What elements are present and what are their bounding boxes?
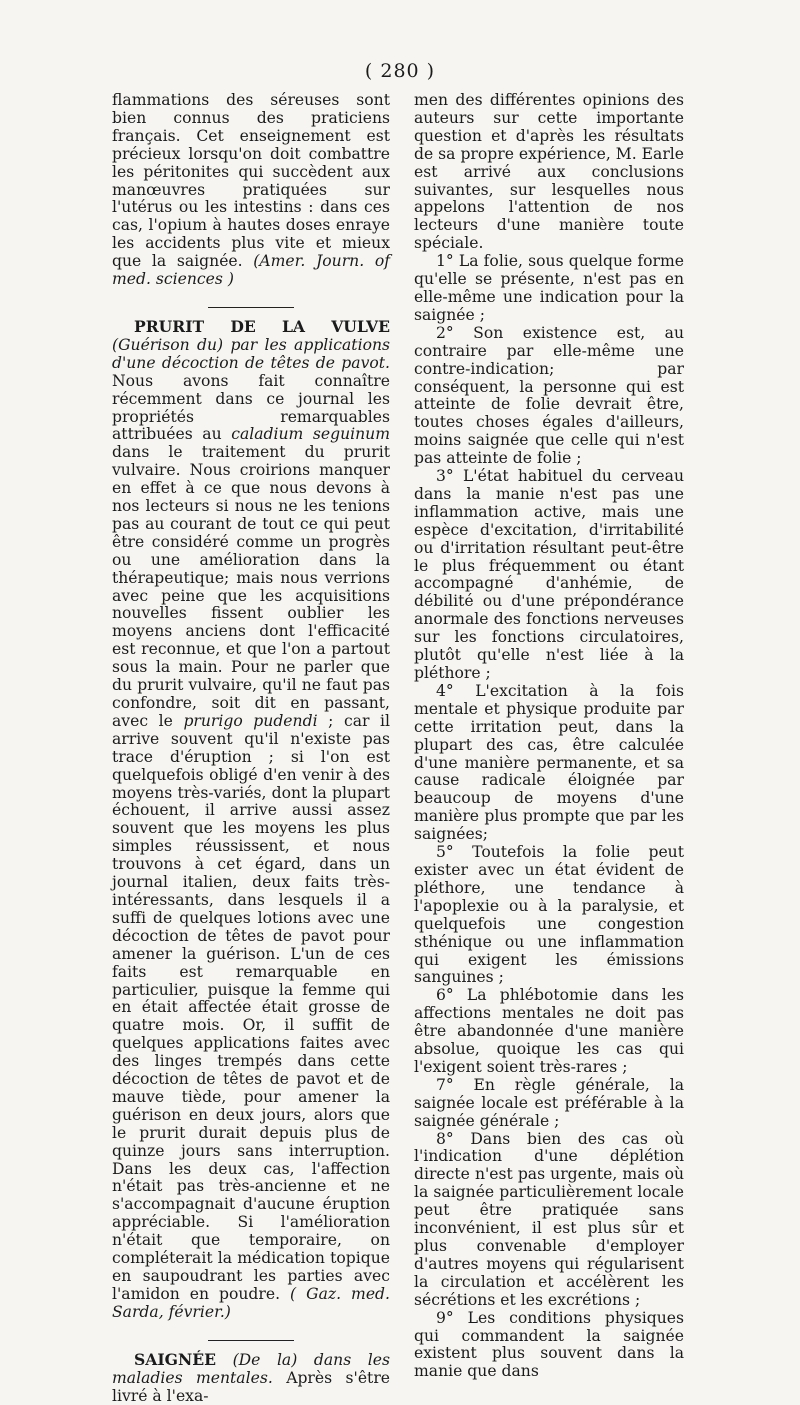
conclusion-item: 2° Son existence est, au contraire par elle-même une contre-indication; par conséquent, la personne qui est atteinte de folie devrait être, toutes choses égales d'ailleurs, moins saignée que celle qui n'est pas atteinte de folie ;: [414, 323, 684, 468]
article-title: PRURIT DE LA VULVE: [134, 316, 390, 336]
conclusion-item: 9° Les conditions physiques qui commandent la saignée existent plus souvent dans la manie que dans: [414, 1308, 684, 1381]
article-text: ; car il arrive souvent qu'il n'existe pas trace d'éruption ; si l'on est quelquefois obligé d'en venir à des moyens très-variés, dont la plupart échouent, il arrive aussi assez souvent que les moyens les plus simples réussissent, et nous trouvons à cet égard, dans un journal italien, deux faits très-intéressants, dans lesquels il a suffi de quelques lotions avec une décoction de têtes de pavot pour amener la guérison. L'un de ces faits est remarquable en particulier, puisque la femme qui en était affectée était grosse de quatre mois. Or, il suffit de quelques applications faites avec des linges trempés dans cette décoction de têtes de pavot et de mauve tiède, pour amener la guérison en deux jours, alors que le prurit durait depuis plus de quinze jours sans interruption. Dans les deux cas, l'affection n'était pas très-ancienne et ne s'accompagnait d'aucune éruption appréciable. Si l'amélioration n'était que temporaire, on compléterait la médication topique en saupoudrant les parties avec l'amidon en poudre.: [112, 711, 390, 1303]
conclusion-item: 3° L'état habituel du cerveau dans la manie n'est pas une inflammation active, mais une espèce d'excitation, d'irritabilité ou d'irritation résultant peut-être le plus fréquemment ou étant accompagné d'anhémie, de débilité ou d'une prépondérance anormale des fonctions nerveuses sur les fonctions circulatoires, plutôt qu'elle n'est liée à la pléthore ;: [414, 467, 684, 682]
section-divider: [208, 307, 294, 308]
paragraph-peritonites: [112, 92, 390, 289]
conclusion-item: 1° La folie, sous quelque forme qu'elle se présente, n'est pas en elle-même une indication pour la saignée ;: [414, 252, 684, 324]
article-prurit: [112, 318, 390, 1322]
conclusion-item: 6° La phlébotomie dans les affections mentales ne doit pas être abandonnée d'une manière absolue, quoique les cas qui l'exigent soient très-rares ;: [414, 986, 684, 1076]
article-text: Nous avons fait connaître récemment dans ce journal les propriétés remarquables attribuées au: [112, 371, 390, 444]
page-number: ( 280 ): [364, 60, 436, 82]
right-column: [414, 92, 684, 1381]
term-prurigo: prurigo pudendi: [183, 711, 318, 730]
conclusion-item: 4° L'excitation à la fois mentale et physique produite par cette irritation peut, dans la plupart des cas, être calculée d'une manière permanente, et sa cause radicale éloignée par beaucoup de moyens d'une manière plus prompte que par les saignées;: [414, 681, 684, 844]
conclusion-item: 8° Dans bien des cas où l'indication d'une déplétion directe n'est pas urgente, mais où la saignée particulièrement locale peut être pratiquée sans inconvénient, il est plus sûr et plus convenable d'employer d'autres moyens qui régularisent la circulation et accélèrent les sécrétions et les excrétions ;: [414, 1129, 684, 1309]
article-saignee: [112, 1351, 390, 1405]
article-subtitle: (Guérison du) par les applications d'une décoction de têtes de pavot.: [112, 335, 390, 372]
section-divider: [208, 1340, 294, 1341]
paragraph-text: flammations des séreuses sont bien connus des praticiens français. Cet enseignement est précieux lorsqu'on doit combattre les péritonites qui succèdent aux manœuvres pratiquées sur l'utérus ou les intestins : dans ces cas, l'opium à hautes doses enraye les accidents plus vite et mieux que la saignée.: [112, 91, 390, 271]
source-citation: ( Gaz. med. Sarda, février.): [112, 1284, 390, 1321]
article-subtitle: (De la) dans les maladies mentales.: [112, 1350, 390, 1387]
article-text: dans le traitement du prurit vulvaire. Nous croirions manquer en effet à ce que nous devons à nos lecteurs si nous ne les tenions pas au courant de tout ce qui peut être considéré comme un progrès ou une amélioration dans la thérapeutique; mais nous verrions avec peine que les acquisitions nouvelles fissent oublier les moyens anciens dont l'efficacité est reconnue, et que l'on a partout sous la main. Pour ne parler que du prurit vulvaire, qu'il ne faut pas confondre, soit dit en passant, avec le: [112, 443, 390, 730]
article-text: Après s'être livré à l'exa-: [112, 1368, 390, 1405]
conclusion-item: 5° Toutefois la folie peut exister avec un état évident de pléthore, une tendance à l'apoplexie ou à la paralysie, et quelquefois une congestion sthénique ou une inflammation qui exigent les émissions sanguines ;: [414, 843, 684, 987]
term-caladium: caladium seguinum: [231, 425, 391, 444]
source-citation: (Amer. Journ. of med. sciences ): [112, 252, 390, 289]
left-column: [112, 92, 390, 1405]
conclusions-intro: men des différentes opinions des auteurs sur cette importante question et d'après les résultats de sa propre expérience, M. Earle est arrivé aux conclusions suivantes, sur lesquelles nous appelons l'attention de nos lecteurs d'une manière toute spéciale.: [414, 91, 684, 253]
article-title: SAIGNÉE: [134, 1349, 216, 1369]
conclusion-item: 7° En règle générale, la saignée locale est préférable à la saignée générale ;: [414, 1075, 684, 1130]
